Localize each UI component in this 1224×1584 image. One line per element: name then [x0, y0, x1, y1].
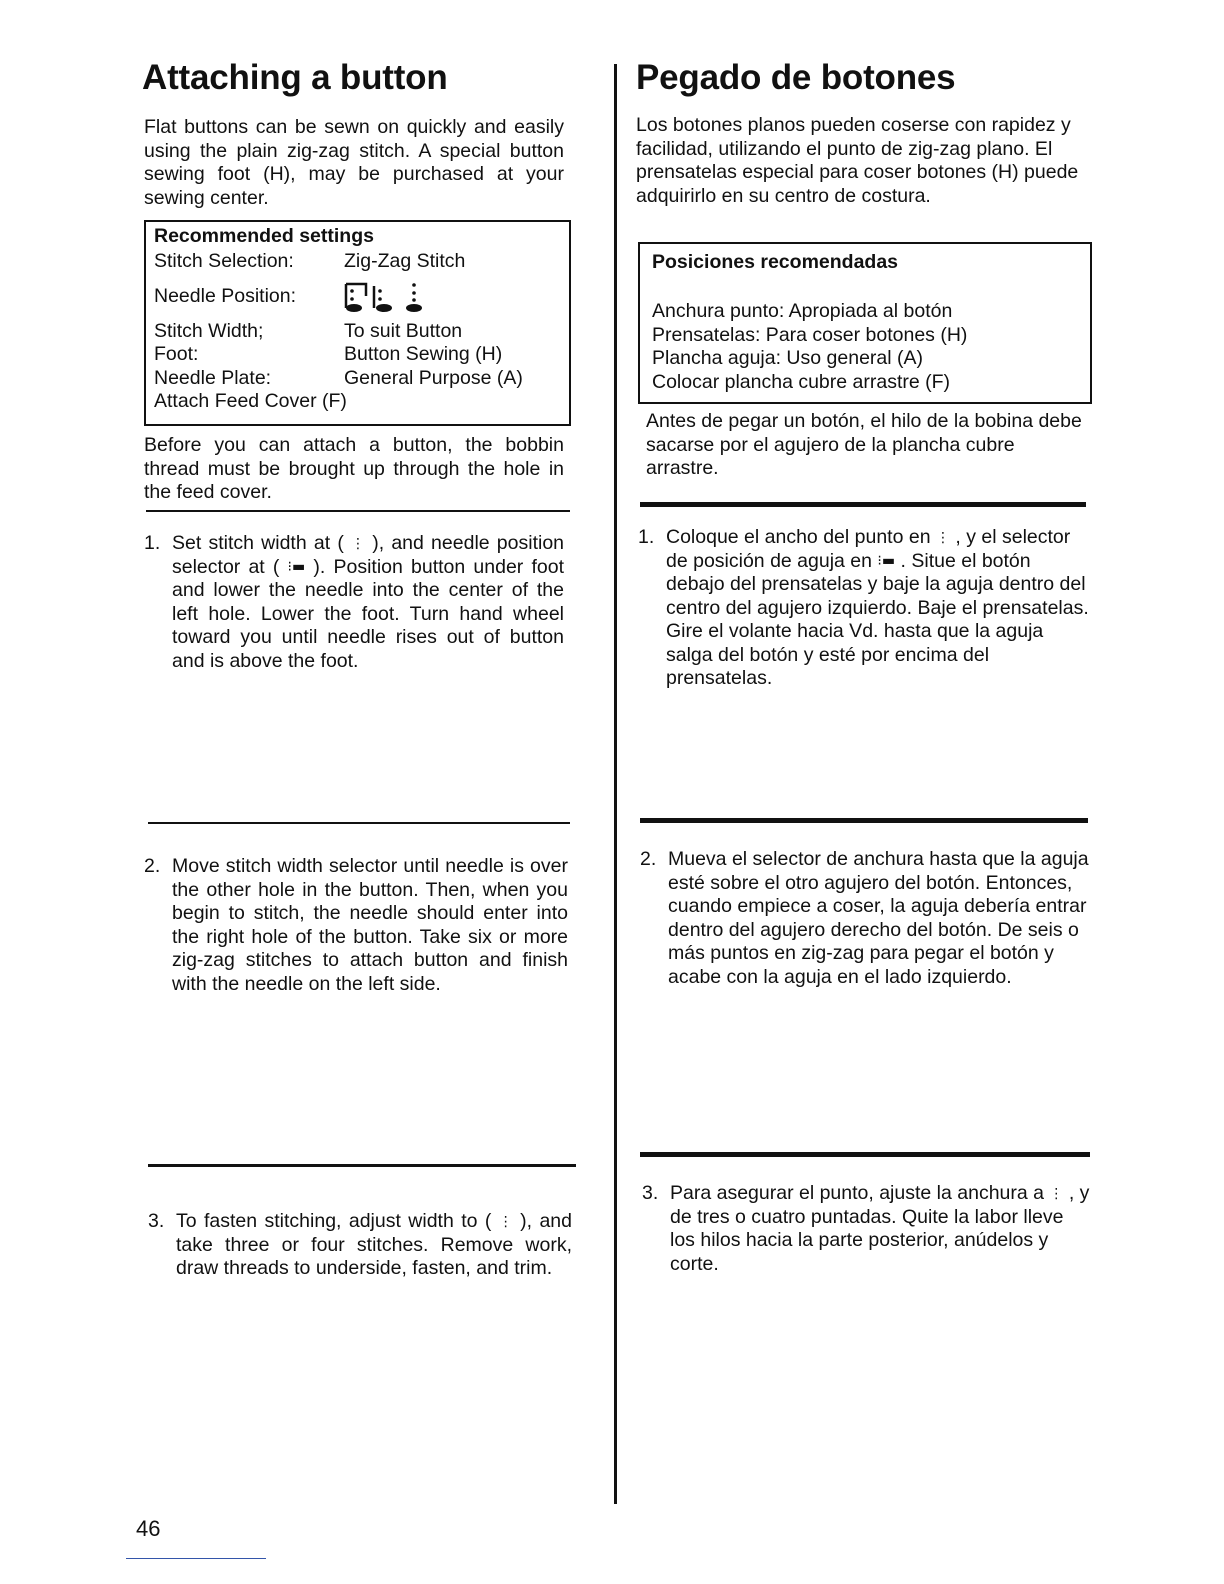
title-en: Attaching a button: [142, 58, 448, 97]
setting-needle-position: Needle Position:: [154, 274, 561, 320]
before-es: Antes de pegar un botón, el hilo de la bobina debe sacarse por el agujero de la plancha cubre arrastre.: [646, 410, 1082, 479]
step-3-es: 3. Para asegurar el punto, ajuste la anchura a ⋮ , y de tres o cuatro puntadas. Quite la labor lleve los hilos hacia la parte posterior, anúdelos y corte.: [642, 1182, 1090, 1275]
needle-position-icon: [344, 280, 424, 314]
step-3-en: 3. To fasten stitching, adjust width to ( ⋮ ), and take three or four stitches. Remove work, draw threads to underside, fasten, and trim.: [148, 1210, 572, 1279]
step-1-en: 1. Set stitch width at ( ⋮ ), and needle position selector at ( ⁝▬ ). Position button under foot and lower the needle into the center of the left hole. Lower the foot. Turn hand wheel toward you until needle rises out of button and is above the foot.: [144, 532, 565, 672]
before-en: Before you can attach a button, the bobbin thread must be brought up through the hole in the feed cover.: [144, 434, 564, 503]
step-2-es: 2. Mueva el selector de anchura hasta que la aguja esté sobre el otro agujero del botón. Entonces, cuando empiece a coser, la aguja debería entrar dentro del agujero derecho del botón. De seis o más puntos en zig-zag para pegar el botón y acabe con la aguja en el lado izquierdo.: [640, 848, 1089, 988]
intro-es: Los botones planos pueden coserse con rapidez y facilidad, utilizando el punto de zig-zag plano. El prensatelas especial para coser botones (H) puede adquirirlo en su centro de costura.: [636, 114, 1079, 207]
title-es: Pegado de botones: [636, 58, 956, 97]
settings-title-en: Recommended settings: [154, 225, 374, 247]
settings-box-en: [144, 220, 571, 426]
page-number: 46: [136, 1516, 161, 1541]
settings-box-es: Posiciones recomendadas Anchura punto: Apropiada al botón Prensatelas: Para coser botones (H) Plancha aguja: Uso general (A) Colocar plancha cubre arrastre (F): [638, 242, 1092, 404]
step-2-en: 2. Move stitch width selector until needle is over the other hole in the button. Then, when you begin to stitch, the needle should enter into the right hole of the button. Take six or more zig-zag stitches to attach button and finish with the needle on the left side.: [144, 855, 568, 995]
divider-line: [148, 822, 570, 824]
setting-feed-cover: Attach Feed Cover (F): [154, 390, 347, 412]
column-divider: [614, 64, 617, 1504]
bottom-line: [126, 1558, 266, 1559]
setting-stitch-width: Stitch Width; To suit Button: [154, 319, 463, 342]
divider-line: [640, 502, 1086, 507]
stitch-width-icon: ⋮: [1049, 1185, 1064, 1202]
divider-line: [640, 818, 1088, 823]
divider-line: [146, 510, 570, 512]
stitch-width-icon: ⋮: [351, 535, 366, 552]
setting-stitch-selection: Stitch Selection: Zig-Zag Stitch: [154, 250, 466, 272]
stitch-width-icon: ⋮: [498, 1213, 513, 1230]
settings-title-es: Posiciones recomendadas: [652, 251, 899, 273]
needle-left-icon: ⁝▬: [877, 553, 896, 570]
step-1-es: 1. Coloque el ancho del punto en ⋮ , y el selector de posición de aguja en ⁝▬ . Situe el botón debajo del prensatelas y baje la aguja dentro del centro del agujero izquierdo. Baje el prensatelas. Gire el volante hacia Vd. hasta que la aguja salga del botón y esté por encima del prensatelas.: [638, 526, 1089, 689]
intro-en: Flat buttons can be sewn on quickly and easily using the plain zig-zag stitch. A special button sewing foot (H), may be purchased at your sewing center.: [144, 116, 564, 209]
setting-needle-plate: Needle Plate: General Purpose (A): [154, 366, 523, 389]
stitch-width-icon: ⋮: [935, 529, 950, 546]
needle-left-icon: ⁝▬: [287, 559, 306, 576]
divider-line: [148, 1164, 576, 1167]
setting-foot: Foot: Button Sewing (H): [154, 343, 503, 365]
divider-line: [640, 1152, 1090, 1157]
